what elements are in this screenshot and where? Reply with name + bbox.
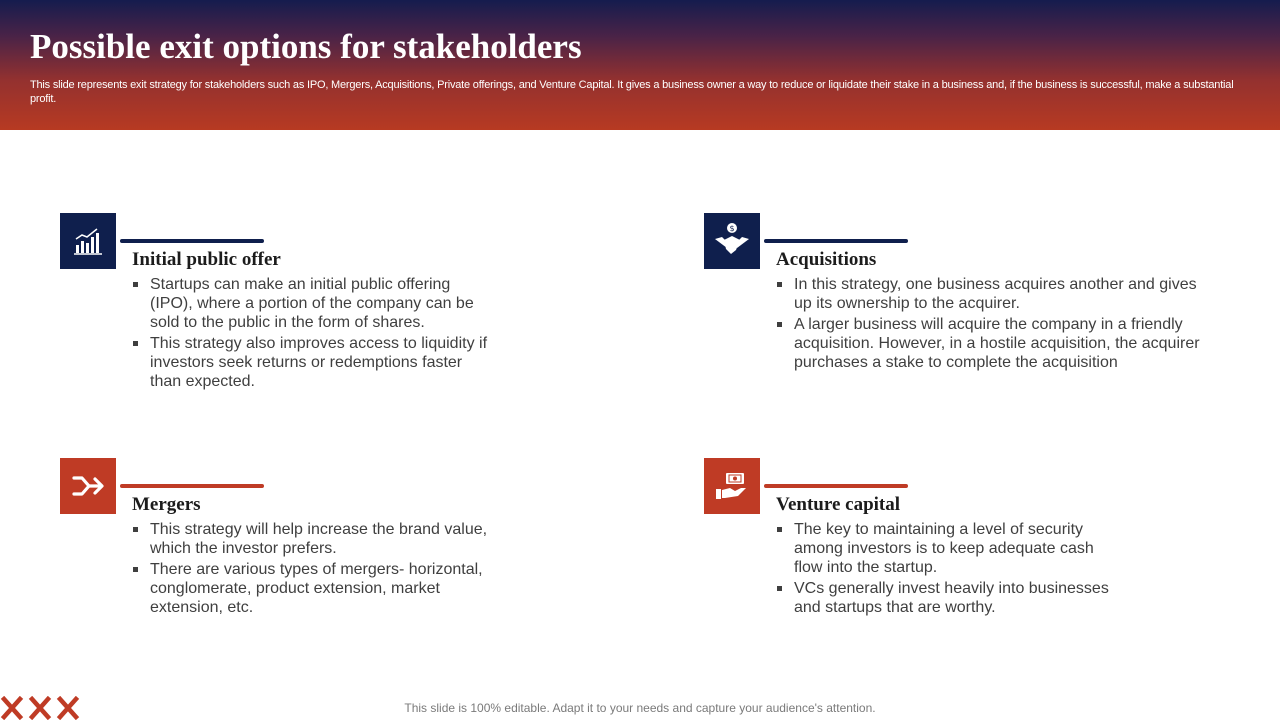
list-item: The key to maintaining a level of security among investors is to keep adequate cash flow into the startup. [776, 520, 1112, 577]
title-underline [120, 239, 264, 243]
bullet-list [776, 520, 1112, 619]
bullet-list [776, 275, 1202, 374]
list-item: Startups can make an initial public offering (IPO), where a portion of the company can be sold to the public in the form of shares. [132, 275, 488, 332]
merge-arrow-icon [60, 458, 116, 514]
list-item: VCs generally invest heavily into businesses and startups that are worthy. [776, 579, 1112, 617]
card-acquisitions [704, 213, 1264, 413]
bullet-list [132, 275, 488, 393]
title-underline [120, 484, 264, 488]
handshake-dollar-icon [704, 213, 760, 269]
bar-chart-icon [60, 213, 116, 269]
page-subtitle: This slide represents exit strategy for stakeholders such as IPO, Mergers, Acquisitions, Private offerings, and Venture Capital. It gives a business owner a way to reduce or liquidate their stake in a business and, if the business is successful, make a substantial profit. [30, 79, 1234, 105]
card-title: Initial public offer [132, 249, 281, 270]
list-item: This strategy also improves access to liquidity if investors seek returns or redemptions faster than expected. [132, 334, 488, 391]
bullet-list [132, 520, 488, 619]
hand-money-icon [704, 458, 760, 514]
page-title: Possible exit options for stakeholders [30, 27, 582, 66]
card-title: Venture capital [776, 494, 901, 515]
card-title: Mergers [132, 494, 201, 515]
footer-note: This slide is 100% editable. Adapt it to your needs and capture your audience's attention. [404, 701, 876, 715]
list-item: A larger business will acquire the company in a friendly acquisition. However, in a hostile acquisition, the acquirer purchases a stake to complete the acquisition [776, 315, 1202, 372]
list-item: This strategy will help increase the brand value, which the investor prefers. [132, 520, 488, 558]
list-item: There are various types of mergers- horizontal, conglomerate, product extension, market extension, etc. [132, 560, 488, 617]
card-venture-capital [704, 458, 1264, 658]
title-underline [764, 484, 908, 488]
header-banner [0, 0, 1280, 130]
svg-text:$: $ [729, 224, 735, 233]
card-initial-public-offer [60, 213, 620, 413]
title-underline [764, 239, 908, 243]
card-mergers [60, 458, 620, 658]
card-title: Acquisitions [776, 249, 877, 270]
list-item: In this strategy, one business acquires another and gives up its ownership to the acquirer. [776, 275, 1202, 313]
